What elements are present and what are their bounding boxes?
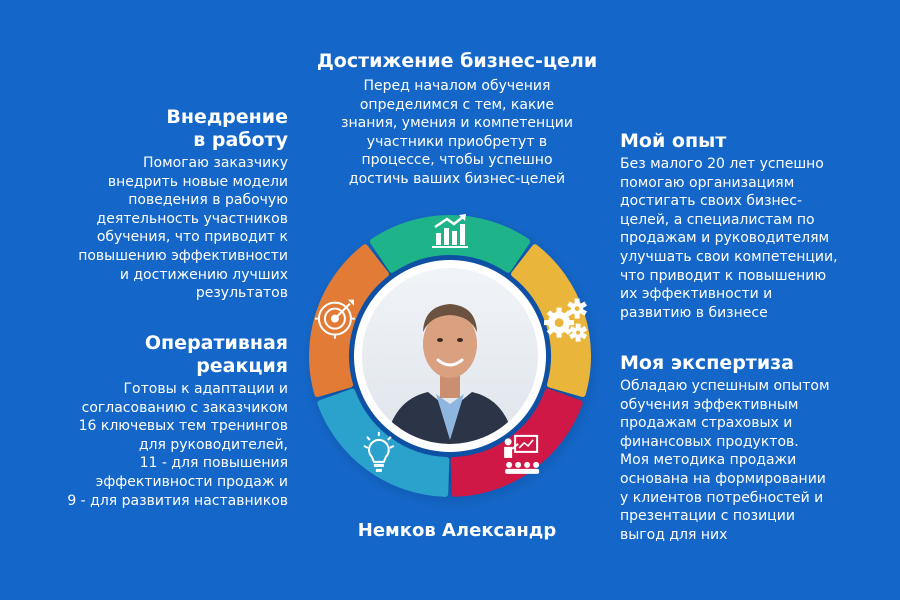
reaction-line: согласованию с заказчиком xyxy=(81,399,288,416)
goal-line: Перед началом обучения xyxy=(363,78,551,94)
expertise-line: продажам страховых и xyxy=(620,415,793,432)
expertise-line: Моя методика продажи xyxy=(620,452,797,469)
implementation-line: поведения в рабочую xyxy=(128,192,288,209)
reaction-line: Готовы к адаптации и xyxy=(123,381,288,397)
implementation-line: внедрить новые модели xyxy=(107,173,288,190)
expertise-line: выгод для них xyxy=(620,526,728,543)
person-name: Немков Александр xyxy=(357,520,557,541)
experience-line: достигать своих бизнес- xyxy=(620,193,803,210)
experience-line: улучшать свои компетенции, xyxy=(620,248,838,265)
goal-title: Достижение бизнес-цели xyxy=(316,50,598,72)
reaction-line: эффективности продаж и xyxy=(95,473,288,490)
experience-line: их эффективности и xyxy=(620,286,773,303)
experience-line: целей, а специалистам по xyxy=(620,211,815,228)
goal-line: определимся с тем, какие xyxy=(359,96,555,113)
experience-line: развитию в бизнесе xyxy=(620,304,768,321)
experience-line: помогаю организациям xyxy=(620,174,795,191)
experience-line: что приводит к повышению xyxy=(620,267,827,284)
implementation-line: повышению эффективности xyxy=(78,247,288,264)
experience-line: продажам и руководителям xyxy=(620,230,830,247)
implementation-line: и достижению лучших xyxy=(119,266,288,283)
goal-line: процессе, чтобы успешно xyxy=(361,152,553,169)
expertise-line: презентации с позиции xyxy=(620,508,795,525)
implementation-title-line: в работу xyxy=(193,129,288,151)
expertise-line: финансовых продуктов. xyxy=(620,433,799,450)
experience-line: Без малого 20 лет успешно xyxy=(620,156,824,172)
implementation-title-line: Внедрение xyxy=(166,106,288,128)
expertise-line: основана на формировании xyxy=(620,470,826,487)
implementation-line: Помогаю заказчику xyxy=(142,155,288,171)
expertise-title: Моя экспертиза xyxy=(620,352,794,374)
implementation-line: результатов xyxy=(195,285,288,302)
reaction-title-line: Оперативная xyxy=(144,332,288,354)
expertise-line: у клиентов потребностей и xyxy=(620,489,824,506)
goal-line: достичь ваших бизнес-целей xyxy=(348,170,566,187)
reaction-line: 16 ключевых тем тренингов xyxy=(78,418,288,435)
reaction-line: 11 - для повышения xyxy=(139,455,288,472)
experience-title: Мой опыт xyxy=(620,130,727,152)
expertise-line: обучения эффективным xyxy=(620,396,799,413)
expertise-line: Обладаю успешным опытом xyxy=(620,378,830,394)
reaction-line: для руководителей, xyxy=(138,436,288,453)
goal-line: участники приобретут в xyxy=(366,133,548,150)
implementation-line: деятельность участников xyxy=(96,210,288,227)
implementation-line: обучения, что приводит к xyxy=(96,229,288,246)
reaction-title-line: реакция xyxy=(196,355,288,377)
reaction-line: 9 - для развития наставников xyxy=(67,492,288,509)
goal-line: знания, умения и компетенции xyxy=(341,115,573,132)
